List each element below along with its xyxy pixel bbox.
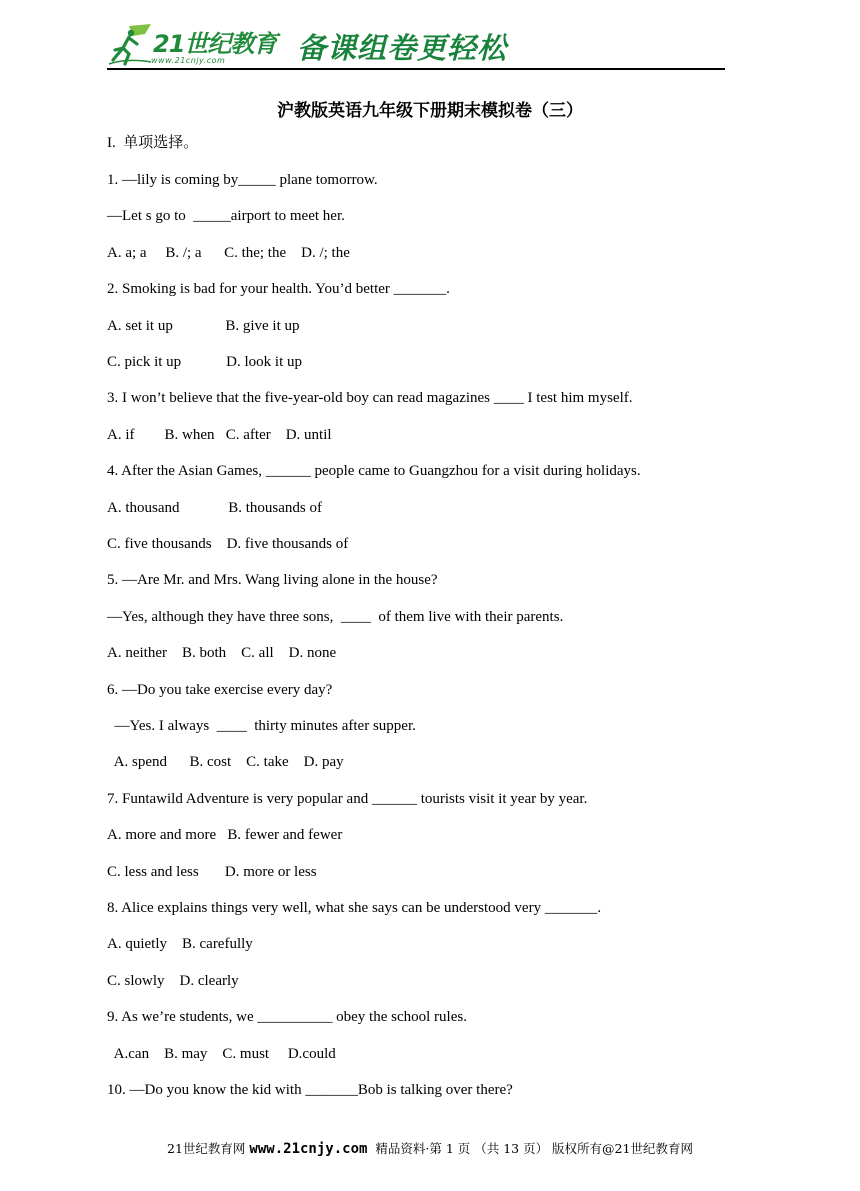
brand-url: www.21cnjy.com bbox=[151, 56, 226, 65]
question-line: —Yes, although they have three sons, ____ of them live with their parents. bbox=[107, 609, 564, 625]
question-line: A. neither B. both C. all D. none bbox=[107, 645, 337, 661]
footer-prefix: 21世纪教育网 bbox=[167, 1141, 250, 1156]
question-line: C. less and less D. more or less bbox=[107, 864, 317, 880]
question-line: 10. —Do you know the kid with _______Bob is talking over there? bbox=[107, 1082, 513, 1098]
question-line: C. pick it up D. look it up bbox=[107, 354, 302, 370]
footer-site-link[interactable]: www.21cnjy.com bbox=[249, 1141, 368, 1157]
header-slogan: 备课组卷更轻松 bbox=[297, 31, 508, 65]
question-line: 2. Smoking is bad for your health. You’d better _______. bbox=[107, 281, 450, 297]
document-title: 沪教版英语九年级下册期末模拟卷（三） bbox=[277, 101, 583, 121]
question-line: C. slowly D. clearly bbox=[107, 973, 239, 989]
question-line: —Yes. I always ____ thirty minutes after supper. bbox=[107, 718, 416, 734]
question-line: A. spend B. cost C. take D. pay bbox=[107, 754, 344, 770]
question-line: 9. As we’re students, we __________ obey the school rules. bbox=[107, 1009, 467, 1025]
question-line: A. quietly B. carefully bbox=[107, 936, 253, 952]
question-line: A. thousand B. thousands of bbox=[107, 500, 322, 516]
question-line: A. more and more B. fewer and fewer bbox=[107, 827, 343, 843]
header-divider bbox=[107, 68, 725, 70]
question-line: C. five thousands D. five thousands of bbox=[107, 536, 349, 552]
question-line: A. if B. when C. after D. until bbox=[107, 427, 332, 443]
question-line: A.can B. may C. must D.could bbox=[107, 1046, 336, 1062]
question-line: 4. After the Asian Games, ______ people came to Guangzhou for a visit during holidays. bbox=[107, 463, 641, 479]
question-line: 5. —Are Mr. and Mrs. Wang living alone in the house? bbox=[107, 572, 438, 588]
page-footer bbox=[0, 1139, 860, 1157]
question-line: —Let s go to _____airport to meet her. bbox=[107, 208, 345, 224]
question-line: 3. I won’t believe that the five-year-old boy can read magazines ____ I test him myself. bbox=[107, 390, 633, 406]
question-line: 8. Alice explains things very well, what she says can be understood very _______. bbox=[107, 900, 602, 916]
question-line: 7. Funtawild Adventure is very popular and ______ tourists visit it year by year. bbox=[107, 791, 588, 807]
question-line: A. set it up B. give it up bbox=[107, 318, 300, 334]
section-heading: I. 单项选择。 bbox=[107, 135, 199, 151]
question-line: A. a; a B. /; a C. the; the D. /; the bbox=[107, 245, 350, 261]
brand-name: 21世纪教育 bbox=[153, 30, 277, 58]
runner-logo-icon bbox=[107, 24, 153, 66]
page-header bbox=[107, 18, 725, 70]
question-line: 1. —lily is coming by_____ plane tomorrow. bbox=[107, 172, 378, 188]
question-line: 6. —Do you take exercise every day? bbox=[107, 682, 333, 698]
footer-suffix: 精品资料·第 1 页 （共 13 页） 版权所有@21世纪教育网 bbox=[367, 1141, 693, 1156]
